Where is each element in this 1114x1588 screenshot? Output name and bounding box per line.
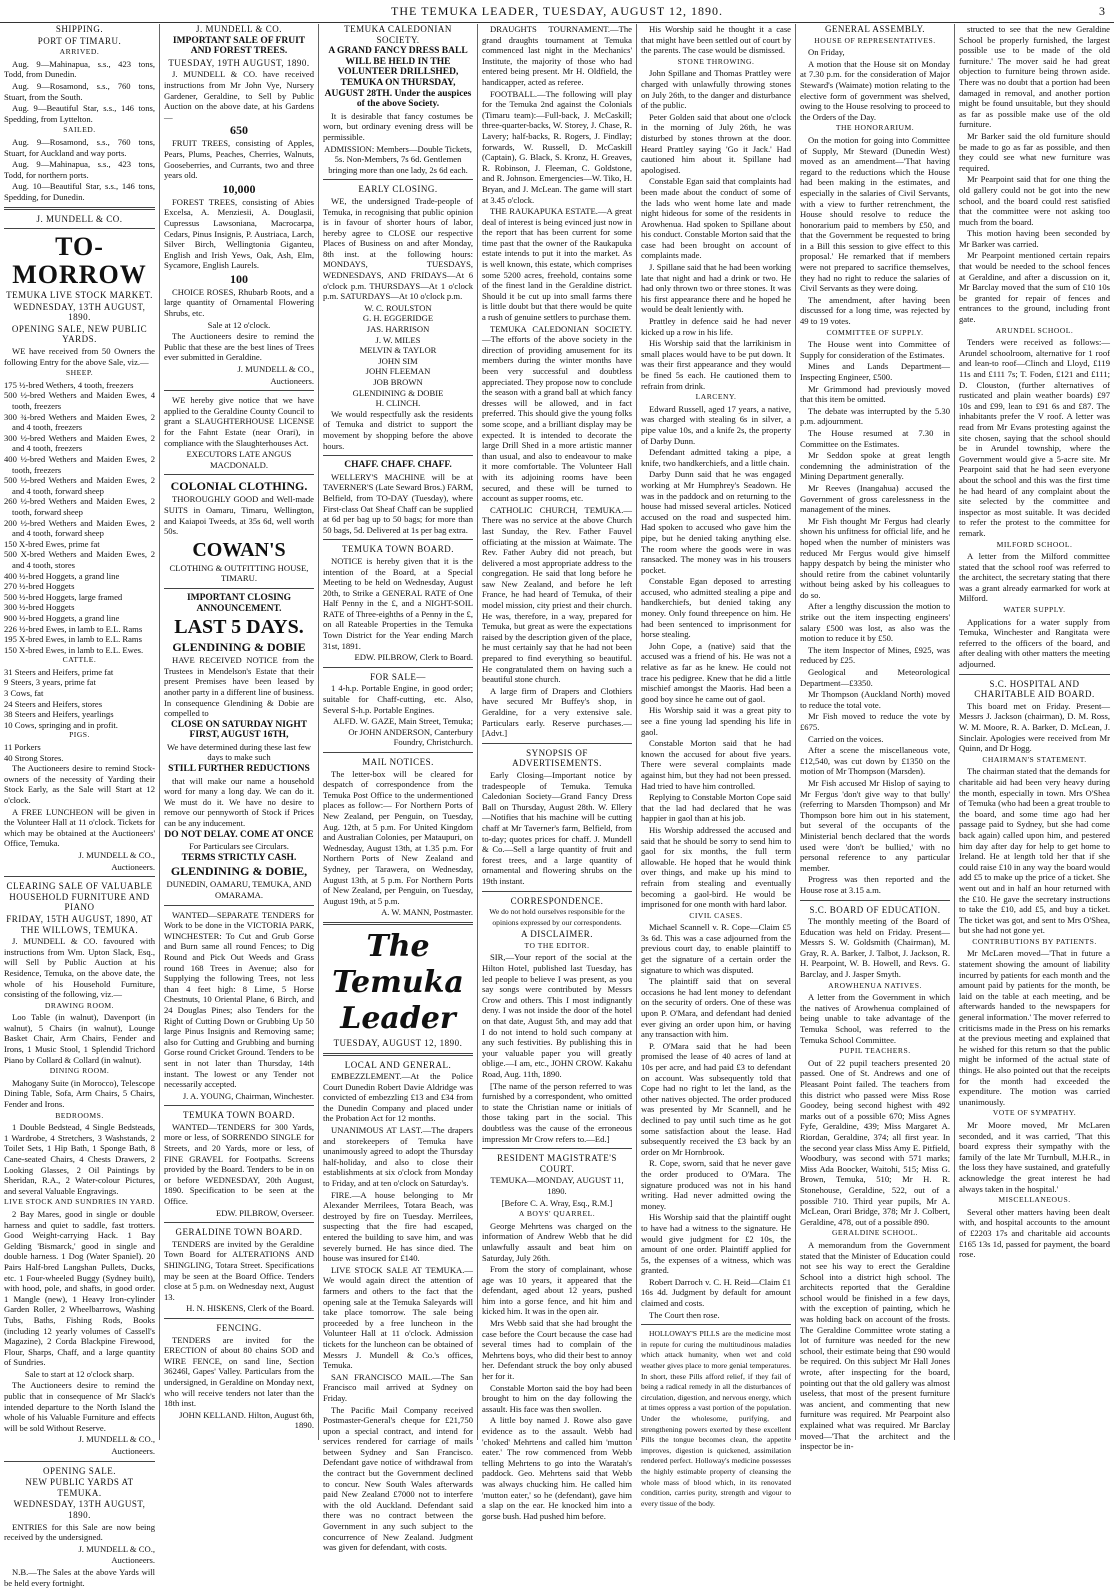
forest-tree-desc: FOREST TREES, consisting of Abies Excelsa, A. Menziesii, A. Douglasii, Cupressus Lawsoniana, Macrocarpa, Cedars, Pinus Insignis, P. Austriaca, Larch, Silver Birch, Wellingtonia Giganteu, English and Irish Yews, Oak, Ash, Elm, Sycamore, English Laurels. — [164, 196, 314, 271]
list-item: 500 ½-bred Wethers and Maiden Ewes, 2 and 4 tooth, forward sheep — [4, 475, 155, 496]
glendining-dobie-title: GLENDINING & DOBIE — [172, 640, 306, 655]
correspondence-disclaimer: We do not hold ourselves responsible for the opinions expressed by our correspondents. — [489, 907, 625, 927]
news-item: FIRE.—A house belonging to Mr Alexander Merrilees, Totara Beach, was destroyed by fire on Tuesday. Merrilees, suspecting that the fire had escaped, entered the building to save him, and was severely burned. He has since died. The house was insured for £140. — [323, 1189, 473, 1264]
sale-start: Sale to start at 12 o'clock sharp. — [24, 1368, 135, 1379]
list-item: 500 X-bred Wethers and Maiden Ewes, 2 and 4 tooth, stores — [4, 549, 155, 570]
bedrooms-heading: BEDROOMS. — [55, 1110, 104, 1120]
honorarium-heading: THE HONORARIUM. — [835, 123, 915, 133]
report-paragraph: This motion having been seconded by Mr Barker was carried. — [959, 228, 1110, 249]
list-item: 3 Cows, fat — [4, 688, 44, 699]
departure-notice: The Auctioneers desire to remind the public that in consequence of Mr Slack's intended departure to the North Island the whole of his Valuable Furniture and effects will be sold Without Reserve. — [4, 1380, 155, 1433]
court-paragraph: His Worship said he thought it a case that might have been settled out of court by the parents. The case would be dismissed. — [641, 24, 791, 56]
list-item: JOHN SIM — [378, 355, 418, 366]
list-item: 260 ½-bred Wethers and Maiden Ewes, 2 tooth, forward sheep — [4, 496, 155, 517]
trees-notice: The Auctioneers desire to remind the Public that these are the best lines of Trees ever submitted in Geraldine. — [164, 331, 314, 363]
list-item: 400 ½-bred Hoggets, a grand line — [4, 570, 120, 581]
shipping-heading: SHIPPING. — [55, 24, 104, 34]
list-item: 38 Steers and Heifers, yearlings — [4, 709, 114, 720]
report-paragraph: Carried on the voices. — [808, 733, 884, 744]
signature: ALFD. W. GAZE, Main Street, Temuka; Or JOHN ANDERSON, Canterbury Foundry, Christchurch. — [333, 716, 473, 748]
cowans-subtitle: CLOTHING & OUTFITTING HOUSE, TIMARU. — [169, 562, 309, 584]
list-item: JOB BROWN — [373, 377, 423, 387]
mail-notices-body: The letter-box will be cleared for despatch of correspondence from the Temuka Post Office to the undermentioned places as follow:— For Northern Ports of New Zealand, per Penguin, on Tuesday, Aug. 12th, at 5 p.m. For United Kingdom and Australian Colonies, per Mataupuri, on Wednesday, August 13th, at 1.35 p.m. For Northern Ports of New Zealand and Sydney, per Tarawera, on Wednesday, August 13th, at 5 p.m. For Northern Ports of New Zealand, per Penguin, on Tuesday, August 19th, at 5 p.m. — [323, 768, 473, 906]
report-paragraph: Mr Fish thought Mr Fergus had clearly shown his unfitness for official life, and he hoped when the number of ministers was reduced Mr Fergus would give himself happy despatch by being the minister who should retire from the cabinet voluntarily without being asked by his colleagues to do so. — [800, 515, 950, 600]
court-paragraph: John Spillane and Thomas Prattley were charged with unlawfully throwing stones on July 26th, to the danger and disturbance of the public. — [641, 68, 791, 111]
supply-heading: COMMITTEE OF SUPPLY. — [826, 327, 924, 337]
fruit-tree-desc: FRUIT TREES, consisting of Apples, Pears, Plums, Peaches, Cherries, Walnuts, Gooseberries, and Currants, two and three years old. — [164, 138, 314, 181]
list-item: 270 ½-bred Hoggets — [4, 581, 75, 592]
court-paragraph: A little boy named J. Rowe also gave evidence as to the assault. Webb had 'choked' Mehrtens and called him 'mutton eater.' The row commenced from Webb telling Mehrtens to go into the Waratah's paddock. Geo. Mehrtens said that Webb was always chucking him. He called him 'mutton eater,' so he (defendant), gave him a slap on the ear. He knocked him into a gorse bush. Had pushed him before. — [482, 1415, 632, 1521]
court-paragraph: The plaintiff said that on several occasions he had lent money to defendant on the security of orders. One of these was upon P. O'Mara, and defendant had denied ever giving an order upon him, or having any transaction with him. — [641, 976, 791, 1040]
list-item: 400 ½-bred Wethers and Maiden Ewes, 2 tooth, freezers — [4, 454, 155, 475]
signature: EDW. PILBROW, Clerk to Board. — [354, 652, 473, 663]
report-paragraph: A memorandum from the Government stated that the Minister of Education could not see his way to erect the Geraldine School into a district high school. The architects reported that the Geraldine school would be finished in a few days, with the exception of painting, which he was holding back on account of the frosts. The Geraldine Committee wrote stating a lot of furniture was needed for the new school, their estimate being that £90 would be required. On this subject Mr Hall Jones wrote, after inspecting for the board, pointing out that the old gallery was almost useless, that most of the present furniture was ancient, and commenting that new furniture was required. Mr Pearpoint also explained what was required. Mr Barclay moved—'That the architect and the inspector be in- — [800, 1239, 950, 1452]
arowhenua-heading: AROWHENUA NATIVES. — [828, 980, 922, 990]
rate-notice: NOTICE is hereby given that it is the intention of the Board, at a Special Meeting to be held on Wednesday, August 20th, to Strike a GENERAL RATE of One Half Penny in the £, and a NIGHT-SOIL RATE of Three-eighths of a Penny in the £, on all Rateable Properties in the Temuka Town District for the Year ending March 31st, 1891. — [323, 555, 473, 651]
arrived-heading: ARRIVED. — [59, 47, 100, 57]
report-paragraph: The debate was interrupted by the 5.30 p.m. adjournment. — [800, 405, 950, 427]
port-heading: PORT OF TIMARU. — [37, 35, 122, 46]
fruit-tree-count: 650 — [230, 123, 248, 138]
report-paragraph: After a lengthy discussion the motion to strike out the item inspecting engineers' salary £500 was lost, as also was the motion to reduce it by £50. — [800, 601, 950, 644]
opening-sale: OPENING SALE, NEW PUBLIC YARDS. — [11, 323, 148, 345]
fancy-dress-ball: A GRAND FANCY DRESS BALL WILL BE HELD IN THE VOLUNTEER DRILLSHED, TEMUKA ON THURSDAY, AUGUST 28TH. Under the auspices of the above Society. — [324, 46, 472, 110]
report-paragraph: Geological and Meteorological Department—£3350. — [800, 667, 950, 688]
water-supply-heading: WATER SUPPLY. — [1003, 605, 1066, 615]
editor-note: [The name of the person referred to was furnished by a correspondent, who omitted to state the Christian name or initials of those taking part in the social. This doubtless was the cause of the erroneous impression Mr Crow refers to.—Ed.] — [482, 1080, 632, 1144]
report-paragraph: Tenders were received as follows:—Arundel schoolroom, alternative for 1 roof and lean-to roof—Clinch and Lloyd, £119 11s and £111 7s; T. Foden, £121 and £111; D. Clouston, (further alternatives of rusticated and plain weather boards) £97 10s and £99, lean to £91 6s and £87. The inhabitants prefer the V roof. A letter was read from Mr Evans protesting against the site chosen, saying that the school should be in Arundel township, where the Government would give a 5-acre site. Mr Pearpoint said that he had seen everyone about the school and this was the first time he had heard of any complaint about the site selected by the committee and inspector as most suitable. It was decided to refer the protest to the committee for remark. — [959, 337, 1110, 538]
yarding-notice: The Auctioneers desire to remind Stock-owners of the necessity of Yarding their Stock Early, as the Sale will Start at 12 o'clock. — [4, 763, 155, 805]
masthead — [0, 0, 1114, 23]
cattle-list — [4, 667, 155, 731]
tomorrow-headline: TO-MORROW — [12, 232, 147, 290]
list-item: J. W. MILES — [375, 334, 421, 345]
synopsis-body: Early Closing—Important notice by tradespeople of Temuka. Temuka Caledonian Society—Grand Fancy Dress Ball on Thursday, August 28th. W. Ellery—Notifies that his machine will be cutting chaff at Mr Taverner's farm, Belfield, from to-day; quotes prices for chaff. J. Mundell & Co.—Sell a large quantity of fruit and forest trees, and a large quantity of ornamental and flowering shrubs on the 19th instant. — [482, 769, 632, 886]
geraldine-board-heading: GERALDINE TOWN BOARD. — [175, 1227, 303, 1238]
to-the-editor: TO THE EDITOR. — [524, 940, 590, 950]
opening-sale-entries: ENTRIES for this Sale are now being received by the undersigned. — [4, 1521, 155, 1543]
forest-tree-count: 10,000 — [222, 181, 256, 196]
arundel-heading: ARUNDEL SCHOOL. — [995, 325, 1074, 335]
report-paragraph: Mr Reeves (Inangahua) accused the Government of gross carelessness in the management of the mines. — [800, 482, 950, 515]
newspaper-nameplate: The Temuka Leader — [332, 928, 464, 1036]
pigs-list — [4, 742, 155, 763]
court-paragraph: Defendant admitted taking a pipe, a knife, two handkerchiefs, and a little chain. — [641, 447, 791, 468]
list-item: 300 ½-bred Hoggets — [4, 602, 75, 613]
local-general-heading: LOCAL AND GENERAL. — [344, 1059, 452, 1070]
report-paragraph: Mr Grimmond had previously moved that this item be omitted. — [800, 383, 950, 405]
stone-throwing-heading: STONE THROWING. — [677, 56, 755, 66]
court-paragraph: Robert Darroch v. C. H. Reid—Claim £1 16s 4d. Judgment by default for amount claimed and costs. — [641, 1276, 791, 1309]
miscellaneous-heading: MISCELLANEOUS. — [998, 1195, 1071, 1205]
list-item: 200 ½-bred Wethers and Maiden Ewes, 2 and 4 tooth, forward sheep — [4, 517, 155, 539]
clearing-sale-date: FRIDAY, 15TH AUGUST, 1890, AT THE WILLOWS, TEMUKA. — [6, 913, 153, 935]
news-item: CATHOLIC CHURCH, TEMUKA.—There was no service at the above Church last Sunday, the Rev. Father Fauvel officiating at the mission at Waimate. The Rev. Father Aubry did not preach, but delivered a most appropriate address to the congregation. He said that long before he saw New Zealand, and before he left France, he had heard of Temuka, of their model mission, city priest and their church. He was, therefore, in a way, prepared for Temuka, but great as were the expectations raised by the description given of the place, he must certainly say that he had not been prepared to find everything so beautiful. He congratulated them on having such a beautiful stone church. — [482, 504, 632, 685]
list-item: 40 Strong Stores. — [4, 752, 64, 763]
dining-room-items: Mahogany Suite (in Morocco), Telescope Dining Table, Sofa, Arm Chairs, 5 Chairs, Fender and Irons. — [4, 1077, 155, 1110]
report-paragraph: The chairman stated that the demands for charitable aid had been very heavy during the month, especially in town. Mrs O'Shea of Temuka (who had been a great trouble to the board, and some time ago had her passage paid to Sydney, but she had come back again) called upon him, and pestered him day after day for help to get home to Ireland. He at length told her that if she could raise £10 in any way the board would add £5 to make up the price of a ticket. She went out and in half an hour returned with the £10. He gave the secretary instructions to take the £10, add £5, and buy a ticket. The ticket was got, and sent to Mrs O'Shea, but she had not gone yet. — [959, 766, 1110, 936]
court-paragraph: Edward Russell, aged 17 years, a native, was charged with stealing 6s in silver, a pipe value 10s, and a knife 2s, the property of Darby Dunn. — [641, 403, 791, 446]
court-paragraph: Replying to Constable Morton Cope said that the lad had declared that he was happier in gaol than at his job. — [641, 792, 791, 824]
sailed-heading: SAILED. — [63, 125, 96, 135]
list-item: W. C. ROULSTON — [364, 302, 432, 313]
column-4 — [477, 24, 636, 1521]
court-paragraph: Constable Egan said that complaints had been made about the conduct of some of the lads who went home late and made night hideous for some of the residents in Arowhenua. Had spoken to Spillane about his conduct. Constable Morton said that the case had been brought on account of complaints made. — [641, 176, 791, 261]
tree-sale-heading: IMPORTANT SALE OF FRUIT AND FOREST TREES. — [172, 35, 306, 57]
town-board-heading: TEMUKA TOWN BOARD. — [183, 1110, 295, 1121]
list-item: 195 X-bred Ewes, in lamb to E.L. Rams — [4, 634, 142, 645]
milford-heading: MILFORD SCHOOL. — [996, 539, 1073, 549]
arrival-entry: Aug. 9—Rosamond, s.s., 760 tons, Stuart, from the South. — [4, 80, 155, 102]
education-board-heading: S.C. BOARD OF EDUCATION. — [809, 904, 941, 915]
list-item: G. H. EGGERIDGE — [362, 313, 434, 324]
early-closing-body: WE, the undersigned Trade-people of Temuka, in recognising that public opinion is in favour of shorter hours of labor, hereby agree to CLOSE our respective Places of Business on and after Monday, 8th inst. at the following hours: MONDAYS, TUESDAYS, WEDNESDAYS, AND FRIDAYS—At 6 o'clock p.m. THURSDAYS—At 1 o'clock p.m. SATURDAYS—At 10 o'clock p.m. — [323, 195, 473, 302]
firm-name: J. MUNDELL & CO. — [36, 213, 123, 224]
clearing-sale-body: J. MUNDELL & CO. favoured with instructions from Wm. Upton Slack, Esq., will Sell by Public Auction at his Residence, Temuka, on the above date, the whole of his Household Furniture, consisting of the following, viz.— — [4, 936, 155, 1000]
dining-room-heading: DINING ROOM. — [49, 1066, 110, 1076]
quarrel-heading: A BOYS' QUARREL. — [518, 1209, 596, 1219]
correspondence-heading: CORRESPONDENCE. — [510, 895, 604, 906]
column-7 — [954, 24, 1114, 1440]
early-closing-appeal: We would respectfully ask the residents of Temuka and district to support the movement by shopping before the above hours. — [323, 408, 473, 451]
report-paragraph: A letter from the Government in which the natives of Arowhenua complained of being unable to take advantage of the Temuka School, was referred to the Temuka School Committee. — [800, 992, 950, 1045]
live-stock-items: 2 Bay Mares, good in single or double harness and quiet to saddle, fast trotters. Good Weight-carrying Hack. 1 Bay Gelding 'Bismarck,' good in single and double harness. 1 Dog (Water Spaniel). 20 Pairs Half-bred Langshan Pullets, Ducks, etc. 1 Four-wheeled Buggy (Sydney built), with hood, pole, and shafts, in good order. 1 Mangle (new), 1 Heavy Iron-cylinder Garden Roller, 2 Wheelbarrows, Washing Tubs, Baths, Fishing Rods, Books (including 12 yearly volumes of Cassell's Magazine), 2 Corda Blackpine Firewood, Flour, Sharps, Chaff, and a large quantity of Sundries. — [4, 1208, 155, 1368]
contributions-heading: CONTRIBUTIONS BY PATIENTS. — [972, 936, 1097, 946]
geraldine-school-heading: GERALDINE SCHOOL. — [831, 1228, 919, 1238]
sheep-heading: SHEEP. — [65, 368, 94, 378]
opening-sale-date: WEDNESDAY, 13TH AUGUST, 1890. — [13, 1499, 146, 1520]
ball-costume-note: It is desirable that fancy costumes be worn, but ordinary evening dress will be permissible. — [323, 110, 473, 142]
chaff-body: WELLERY'S MACHINE will be at TAVERNER'S (Late Seward Bros.) FARM, Belfield, from TO-DAY (Tuesday), where First-class Oat Sheaf Chaff can be supplied at 6d per bag up to 50 bags; for more than 50 bags, 5d. Delivered at 1s per bag extra. — [323, 471, 473, 535]
come-at-once: DO NOT DELAY. COME AT ONCE — [164, 829, 314, 840]
signature: J. A. YOUNG, Chairman, Winchester. — [182, 1090, 314, 1101]
column-3 — [318, 24, 477, 1553]
court-paragraph: George Mehrtens was charged on the information of Andrew Webb that he did unlawfully assault and beat him on Saturday, July 26th. — [482, 1220, 632, 1263]
news-item: EMBEZZLEMENT.—At the Police Court Dunedin Robert Davie Aldridge was convicted of embezzling £13 and £34 from the Dunedin Company and placed under the Probation Act for 12 months. — [323, 1071, 473, 1124]
list-item: 226 ½-bred Ewes, in lamb to E.L. Rams — [4, 623, 143, 634]
news-item: DRAUGHTS TOURNAMENT.—The grand draughts tournament at Temuka commenced last night in the Mechanics' Institute, the majority of those who had entered being present. Mr H. Oldfield, the handicapper, acted as referee. — [482, 24, 632, 87]
firm-name: J. MUNDELL & CO. — [196, 24, 282, 34]
signature: J. MUNDELL & CO., — [78, 849, 155, 860]
clearing-sale-heading: CLEARING SALE OF VALUABLE HOUSEHOLD FURNITURE AND PIANO — [6, 881, 153, 913]
assembly-heading: GENERAL ASSEMBLY. — [824, 24, 926, 34]
list-item: 150 X-bred Ewes, prime fat — [4, 538, 100, 549]
court-paragraph: John Cope, a (native) said that the accused was a friend of his. He was not a relative as far as he knew. He could not trace his pedigree. Knew that he did a little mischief amongst the Maoris. Had been a good boy since he came out of gaol. — [641, 640, 791, 704]
signature: JOHN KELLAND. Hilton, August 6th, 1890. — [179, 1409, 314, 1431]
bedrooms-items: 1 Double Bedstead, 4 Single Bedsteads, 1 Wardrobe, 4 Stretchers, 3 Washstands, 2 Toilet Sets, 1 Hip Bath, 1 Sponge Bath, 8 Cane-seated Chairs, 4 Chests Drawers, 2 Looking Glasses, 2 Oil Paintings by Sheridan, R.A., 2 Water-colour Pictures, and several Valuable Engravings. — [4, 1122, 155, 1196]
report-paragraph: Mr Thompson (Auckland North) moved to reduce the total vote. — [800, 689, 950, 710]
column-6 — [795, 24, 954, 1452]
list-item: 500 ½-bred Wethers and Maiden Ewes, 4 tooth, freezers — [4, 390, 155, 412]
list-item: MELVIN & TAYLOR — [359, 345, 437, 356]
hospital-board-heading: S.C. HOSPITAL AND CHARITABLE AID BOARD. — [974, 678, 1095, 700]
report-paragraph: Mr Fish accused Mr Hislop of saying to Mr Fergus 'don't give way to that bully' (referring to Marsden Thompson) and Mr Thompson bore him out in his statement, but several of the occupants of the Ministerial bench declared that the words used were 'don't be bullied,' with no personal reference to any particular member. — [800, 777, 950, 873]
sympathy-heading: VOTE OF SYMPATHY. — [992, 1108, 1077, 1118]
court-paragraph: His Worship said that the larrikinism in small places would have to be put down. It was their first appearance and they would be fined 5s each. He cautioned them to refrain from drink. — [641, 338, 791, 391]
roses-desc: CHOICE ROSES, Rhubarb Roots, and a large quantity of Ornamental Flowering Shrubs, etc. — [164, 286, 314, 319]
court-heading: RESIDENT MAGISTRATE'S COURT. — [497, 1153, 617, 1174]
chaff-heading: CHAFF. CHAFF. CHAFF. — [344, 460, 452, 471]
court-paragraph: Mrs Webb said that she had brought the case before the Court because the case had several times had to complain of the Mehrtens boys, who did their best to annoy her. Defendant struck the boy only abused her for it. — [482, 1318, 632, 1382]
list-item: 900 ½-bred Hoggets, a grand line — [4, 612, 120, 623]
colonial-clothing-heading: COLONIAL CLOTHING. — [170, 479, 308, 494]
report-paragraph: A letter from the Milford committee stated that the school roof was referred to the architect, the secretary stating that there was a grant already earmarked for work at Milford. — [959, 551, 1110, 604]
signature-role: Auctioneers. — [111, 1555, 155, 1566]
cattle-heading: CATTLE. — [62, 655, 97, 665]
signature: EDW. PILBROW, Overseer. — [216, 1207, 314, 1218]
court-paragraph: Peter Golden said that about one o'clock in the morning of July 26th, he was disturbed by stones thrown at the door. Heard Prattley saying 'Go it Jack.' Had cautioned him about it. Spillane had apologised. — [641, 111, 791, 175]
news-item: A large firm of Drapers and Clothiers have secured Mr Buffey's shop, in Geraldine, for a very extensive sale. Particulars early. Reserve purchases.—[Advt.] — [482, 685, 632, 739]
report-paragraph: On Friday, — [808, 47, 845, 58]
for-sale-body: 1 4-h.p. Portable Engine, in good order; suitable for Chaff-cutting, etc. Also, Several S-h.p. Portable Engines. — [323, 683, 473, 715]
signature: J. MUNDELL & CO., — [78, 1434, 155, 1445]
court-paragraph: R. Cope, sworn, said that he never gave the order produced to O'Mara. The signature produced was not in his hand writing. Had never admitted owing the money. — [641, 1158, 791, 1211]
tree-sale-date: TUESDAY, 19TH AUGUST, 1890. — [168, 57, 310, 68]
slaughterhouse-notice: WE hereby give notice that we have applied to the Geraldine County Council to grant a SLAUGHTERHOUSE LICENSE for the Fahnt Estate (near Orari), in compliance with the Slaughterhouses Act. — [164, 395, 314, 448]
list-item: 31 Steers and Heifers, prime fat — [4, 666, 114, 677]
column-2 — [159, 24, 318, 1440]
sale-start: Sale at 12 o'clock. — [207, 319, 271, 330]
report-paragraph: Mr Pearpoint said that for one thing the old gallery could not be got into the new school, and the board could rest satisfied that the committee were not asking too much from the board. — [959, 174, 1110, 227]
town-board-heading: TEMUKA TOWN BOARD. — [342, 544, 454, 555]
signature-role: Auctioneers. — [270, 375, 314, 386]
report-paragraph: Applications for a water supply from Temuka, Winchester and Rangitata were referred to the officers of the board, and after dealing with other matters the meeting adjourned. — [959, 616, 1110, 670]
court-paragraph: His Worship addressed the accused and said that he should be sorry to send him to gaol for six months, the full term allowable. He hoped that he would think over things, and make up his mind to refrain from stealing and eventually becoming a gaol-bird. He would be imprisoned for one month with hard labor. — [641, 824, 791, 910]
signature: J. MUNDELL & CO., — [78, 1543, 155, 1554]
court-paragraph: The Court then rose. — [649, 1309, 720, 1320]
report-paragraph: Mines and Lands Department—Inspecting Engineer, £500. — [800, 361, 950, 382]
court-paragraph: Constable Egan deposed to arresting accused, who admitted stealing a pipe and handkerchiefs, but denied taking any money. Only found threepence on him. He had been sentenced to imprisonment for horse stealing. — [641, 576, 791, 640]
market-date: WEDNESDAY, 13TH AUGUST, 1890. — [13, 301, 146, 323]
fencing-tenders: TENDERS are invited for the ERECTION of about 80 chains SOD and WIRE FENCE, on sand line, Section 36246l, Gapes' Valley. Particulars from the undersigned, in Geraldine on Monday next, who will receive tenders not later than the 18th inst. — [164, 1334, 314, 1409]
opening-sale-yards: NEW PUBLIC YARDS AT TEMUKA. — [25, 1477, 134, 1498]
sheep-list — [4, 380, 155, 655]
court-magistrate: [Before C. A. Wray, Esq., R.M.] — [501, 1197, 613, 1208]
masthead-title: THE TEMUKA LEADER, TUESDAY, AUGUST 12, 1890. — [390, 4, 724, 18]
roses-count: 100 — [230, 271, 248, 286]
court-paragraph: His Worship said it was a great pity to see a fine young lad spending his life in gaol. — [641, 705, 791, 737]
disclaimer-heading: A DISCLAIMER. — [520, 929, 593, 940]
court-paragraph: Prattley in defence said he had never kicked up a row in his life. — [641, 316, 791, 337]
court-paragraph: J. Spillane said that he had been working late that night and had a drink or two. He had only thrown two or three stones. It was his first appearance there and he hoped he would be dealt leniently with. — [641, 262, 791, 315]
report-paragraph: Mr Moore moved, Mr McLaren seconded, and it was carried, 'That this board express their sympathy with the family of the late Mr Turnbull, M.H.R., in the loss they have sustained, and gratefully acknowledge the great interest he had always taken in the hospital.' — [959, 1119, 1110, 1194]
list-item: 24 Steers and Heifers, stores — [4, 698, 103, 709]
list-item: JAS. HARRISON — [366, 324, 430, 335]
drawing-room-heading: DRAWING ROOM. — [44, 1000, 115, 1010]
news-item: UNANIMOUS AT LAST.—The drapers and storekeepers of Temuka have unanimously agreed to adopt the Thursday half-holiday, and also to close their establishments at six o'clock from Monday to Friday, and at ten o'clock on Saturday's. — [323, 1125, 473, 1189]
list-item: H. CLINCH. — [375, 398, 421, 409]
news-item: FOOTBALL.—The following will play for the Temuka 2nd against the Colonials (Timaru team):—Full-back, J. McCaskill; three-quarter-backs, W. Storey, J. Chase, R. Lavery; half-backs, R. Rogers, J. Findlay; forwards, W. Russell, D. McCaskill (Captain), G. Black, S. Kronz, H. Greaves, R. Robinson, J. Fleeman, C. Goldstone, and R. Johnson. Emergencies—W. Tiko, H. Bryan, and J. McLean. The game will start at 3.45 o'clock. — [482, 88, 632, 205]
for-sale-heading: FOR SALE— — [370, 671, 426, 682]
civil-cases-heading: CIVIL CASES. — [689, 910, 743, 920]
court-paragraph: From the story of complainant, whose age was 10 years, it appeared that the defendant, aged about 12 years, pushed him into a gorse fence, and hit him and kicked him. It was in the open air. — [482, 1264, 632, 1317]
court-paragraph: Darby Dunn said that he was engaged working at Mr Humphrey's Seadown. He was in the paddock and on returning to the house had missed several articles. Noticed accused on the road and suspected him. Had spoken to accused who gave him the pipe, but he denied taking anything else. The room where the goods were in was ransacked. The money was in his trousers pocket. — [641, 469, 791, 575]
report-paragraph: This board met on Friday. Present—Messrs J. Jackson (chairman), D. M. Ross, W. M. Moore, R. A. Barker, D. McLean, J. Sinclair. Apologies were received from Mr Quinn, and Dr Hogg. — [959, 700, 1110, 754]
report-paragraph: Mr Pearpoint mentioned certain repairs that would be needed to the school fences at Geraldine, and after a discussion on it, Mr Barclay moved that the sum of £10 10s be granted for repair of fences and entrances to the ground, including front gate. — [959, 250, 1110, 325]
news-item: SAN FRANCISCO MAIL.—The San Francisco mail arrived at Sydney on Friday. — [323, 1371, 473, 1403]
sailing-entry: Aug. 10—Beautiful Star, s.s., 146 tons, Spedding, for Dunedin. — [4, 181, 155, 202]
pigs-heading: PIGS. — [69, 730, 90, 740]
signatory-list — [323, 303, 473, 409]
report-paragraph: A motion that the House sit on Monday at 7.30 p.m. for the consideration of Major Steward's (Waimate) motion relating to the elective form of government was shelved, owing to the House resolving to proceed to the Orders of the Day. — [800, 58, 950, 122]
report-paragraph: Out of 22 pupil teachers presented 20 passed. One of St. Andrews and one of Pleasant Point failed. The teachers from this district who passed were Miss Rose Goodey, being second highest with 492 marks out of a possible 670; Miss Agnes Fyfe, Geraldine, 439; Miss Margaret A. Riordan, Geraldine, 374; all first year. In the second year class Miss Amy E. Pitfield, Woodbury, was second with 571 marks; Miss Ada Boocker, Waitohi, 515; Miss G. Brown, Temuka, 510; Mr H. R. Stonehouse, Geraldine, 522, out of a possible 710. Third year pupils, Mr A. McLean, Orari Bridge, 378; Mr J. Colbert, Geraldine, 478, out of a possible 890. — [800, 1057, 950, 1227]
executors-signature: EXECUTORS LATE ANGUS MACDONALD. — [186, 449, 292, 470]
signature-role: Auctioneers. — [111, 861, 155, 872]
branch-list: DUNEDIN, OAMARU, TEMUKA, AND OMARAMA. — [166, 879, 312, 900]
luncheon-notice: A FREE LUNCHEON will be given in the Volunteer Hall at 11 o'clock. Tickets for which may be obtained at the Auctioneers' Office, Temuka. — [4, 806, 155, 849]
cash-terms: TERMS STRICTLY CASH. — [181, 852, 297, 863]
live-stock-heading: LIVE STOCK AND SUNDRIES IN YARD. — [4, 1197, 156, 1207]
news-item: THE RAUKAPUKA ESTATE.—A great deal of interest is being evinced just now in the report that has been current for some time past that the owner of the Raukapuka estate intends to put it into the market. As is well known, this estate, which comprises some 5200 acres, freehold, contains some of the finest land in the Geraldine district. Should it be cut up into small farms there is little doubt but that there would be quite a rush of genuine settlers to purchase them. — [482, 206, 632, 323]
list-item: 9 Steers, 3 years, prime fat — [4, 677, 96, 688]
column-1 — [0, 24, 159, 1588]
close-date: CLOSE ON SATURDAY NIGHT FIRST, AUGUST 16TH, — [170, 719, 308, 741]
list-item: 300 ½-bred Wethers and Maiden Ewes, 2 and 4 tooth, freezers — [4, 432, 155, 454]
report-paragraph: The monthly meeting of the Board of Education was held on Friday. Present—Messrs S. W. Goldsmith (Chairman), M. Gray, R. A. Barker, J. Talbot, J. Jackson, R. H. Pearpoint, W. B. Howell, and Revs. G. Barclay, and J. Jasper Smyth. — [800, 916, 950, 980]
report-paragraph: The House resumed at 7.30 in Committee on the Estimates. — [800, 427, 950, 449]
page-number: 3 — [1099, 4, 1106, 18]
glendining-dobie-body: HAVE RECEIVED NOTICE from the Trustees in Mendelson's Estate that their present Premises have been leased by another party in a different line of business. In consequence Glendining & Dobie are compelled to — [164, 655, 314, 719]
list-item: GLENDINING & DOBIE — [352, 387, 444, 398]
cowans-logo: COWAN'S — [192, 538, 286, 561]
report-paragraph: The amendment, after having been discussed for a long time, was rejected by 49 to 19 votes. — [800, 294, 950, 327]
last-five-days: LAST 5 DAYS. — [174, 616, 304, 639]
list-item: 10 Cows, springing and in profit. — [4, 719, 118, 730]
list-item: 150 X-bred Ewes, in lamb to E.L. Ewes. — [4, 644, 144, 655]
holloway-advert: HOLLOWAY'S PILLS are the medicine most in repute for curing the multitudinous maladies which attack humanity, when wet and cold weather gives place to more genial temperatures. In short, these Pills afford relief, if they fail of being a radical remedy in all the disturbances of circulation, digestion, and nervous energy, which at times oppress a vast portion of the population. Under the wholesome, purifying, and strengthening powers exerted by these excellent Pills the tongue becomes clean, the appetite improves, digestion is quickened, assimilation rendered perfect. Holloway's medicine possesses the highly estimable property of cleansing the whole mass of blood which, in its renovated condition, carries purity, strength and vigour to every tissue of the body. — [641, 1329, 791, 1508]
arrival-entry: Aug. 9—Mahinapua, s.s., 423 tons, Todd, from Dunedin. — [4, 58, 155, 80]
list-item: 175 ½-bred Wethers, 4 tooth, freezers — [4, 379, 134, 390]
fencing-heading: FENCING. — [216, 1322, 262, 1333]
colonial-clothing-body: THOROUGHLY GOOD and Well-made SUITS in Oamaru, Timaru, Wellington, and Kaiapoi Tweeds, at 35s 6d, well worth 50s. — [164, 494, 314, 537]
court-paragraph: Constable Morton said the boy had been brought to him on the day following the assault. His face was then swollen. — [482, 1382, 632, 1414]
tree-sale-body: J. MUNDELL & CO. have received instructions from Mr John Vye, Nursery Gardener, Geraldine, to Sell by Public Auction on the above date, at his Gardens— — [164, 69, 314, 122]
determined-text: We have determined during these last few days to make such — [167, 741, 311, 763]
disclaimer-letter: SIR,—Your report of the social at the Hilton Hotel, published last Tuesday, has led people to believe I was present, as you say songs were contributed by Messrs Crow and others. This I most indignantly deny. I was not inside the door of the hotel on that date, August 5th, and may add that I do not intend to hold such company at any such festivities. By publishing this in your valuable paper you will greatly oblige.—I am, etc., JOHN CROW. Kakahu Road, Aug. 11th, 1890. — [482, 952, 632, 1079]
news-item: LIVE STOCK SALE AT TEMUKA.—We would again direct the attention of farmers and others to the fact that the opening sale at the Temuka Saleyards will take place tomorrow. The sale being proceeded by a free luncheon in the Volunteer Hall at 11 o'clock. Admission tickets for the luncheon can be obtained of Messrs J. Mundell & Co.'s offices, Temuka. — [323, 1264, 473, 1371]
reductions-body: that will make our name a household word for many a long day. We can do it. We must do it. We have no desire to remove our pennyworth of Stock if Prices can be any inducement. — [164, 775, 314, 829]
arrival-entry: Aug. 9—Beautiful Star, s.s., 146 tons, Spedding, from Lyttelton. — [4, 103, 155, 124]
sailing-entry: Aug. 9—Mahinapua, s.s., 423 tons, Todd, for northern ports. — [4, 159, 155, 180]
closing-heading: IMPORTANT CLOSING ANNOUNCEMENT. — [186, 592, 292, 614]
list-item: 300 ¾-bred Wethers and Maiden Ewes, 2 and 4 tooth, freezers — [4, 411, 155, 433]
issue-date: TUESDAY, AUGUST 12, 1890. — [333, 1037, 463, 1048]
circulars-note: For Particulars see Circulars. — [189, 841, 289, 852]
signature: J. MUNDELL & CO., — [237, 364, 314, 375]
victoria-park-tenders: WANTED—SEPARATE TENDERS for Work to be done in the VICTORIA PARK, WINCHESTER: To Cut and Grub Gorse and Burn same all round Fences; to Dig Round and Pick Out Weeds and Grass round 168 Trees in Avenue; also for Supplying the following Trees, not less than 4 feet high: 8 Lime, 5 Horse Chestnuts, 10 Oriental Plane, 6 Birch, and 24 Douglas Pines; also Tenders for the Right of Cutting Down or Grubbing Up 50 large Pinus Insignis and Removing same; also for Cutting and Grubbing and burning Gorse round Cricket Ground. Tenders to be sent in not later than Thursday, 14th instant. The lowest or any Tender not necessarily accepted. — [164, 909, 314, 1090]
early-closing-heading: EARLY CLOSING. — [358, 184, 438, 195]
report-paragraph: After a scene the miscellaneous vote, £12,540, was cut down by £1350 on the motion of Mr Thompson (Marsden). — [800, 745, 950, 777]
court-paragraph: Constable Morton said that he had known the accused for about five years. There were several complaints made against him, but they had not been pressed. Had tried to have him controlled. — [641, 738, 791, 791]
caledonian-heading: TEMUKA CALEDONIAN SOCIETY. — [344, 24, 452, 45]
list-item: JOHN FLEEMAN — [365, 366, 431, 377]
opening-sale-heading: OPENING SALE. — [43, 1465, 116, 1476]
column-5 — [636, 24, 795, 1508]
mail-notices-heading: MAIL NOTICES. — [362, 757, 434, 767]
signature-role: Auctioneers. — [111, 1446, 155, 1457]
list-item: 11 Porkers — [4, 742, 41, 753]
news-item: The Pacific Mail Company received Postmaster-General's cheque for £21,750 upon a special contract, and intend for services rendered for carriage of mails between Sydney and San Francisco. Defendant gave notice of withdrawal from the contract but the Government declined to concur. New South Wales afterwards paid New Zealand £7000 not to interfere with the old Auckland. Defendant said there was no contract between the Government in any such subject to the concurrence of New Zealand. Judgment was given for defendant, with costs. — [323, 1404, 473, 1553]
news-item: TEMUKA CALEDONIAN SOCIETY.—The efforts of the above society in the direction of providing amusement for its members during the winter months have been very successful and doubtless appreciated. They propose now to conclude the season with a grand ball at which fancy dresses will be allowed, and in fact preferred. This should give the young folks some scope, and a brilliant display may be expected. It is intended to decorate the large Drill Shed in a more artistic manner than usual, and also to endeavour to make it more comfortable. The Volunteer Hall with its adjoining rooms have been secured, and these will be turned to account as supper rooms, etc. — [482, 323, 632, 504]
list-item: 500 ½-bred Hoggets, large framed — [4, 591, 123, 602]
court-paragraph: Michael Scannell v. R. Cope—Claim £5 3s 6d. This was a case adjourned from the previous court day, to enable plaintiff to get the signature of a certain order the signature to which was disputed. — [641, 922, 791, 975]
sailing-entry: Aug. 9—Rosamond, s.s., 760 tons, Stuart, for Auckland and way ports. — [4, 136, 155, 158]
report-paragraph: structed to see that the new Geraldine School be properly furnished, the largest possible use to be made of the old furniture.' The mover said he had great objection to furniture being thrown aside. There was no doubt that a portion had been damaged in removal, and another portion might be found unsuitable, but they should as far as possible make use of the old furniture. — [959, 24, 1110, 130]
fortnightly-note: N.B.—The Sales at the above Yards will be held every fortnight. — [4, 1566, 155, 1588]
court-date: TEMUKA—MONDAY, AUGUST 11, 1890. — [490, 1175, 624, 1196]
chairman-statement-heading: CHAIRMAN'S STATEMENT. — [982, 754, 1087, 764]
market-heading: TEMUKA LIVE STOCK MARKET. — [6, 290, 153, 301]
drawing-room-items: Loo Table (in walnut), Davenport (in walnut), 5 Chairs (in walnut), Lounge Basket Chair, Arm Chairs, Fender and Irons, 1 Music Stool, 1 Splendid Trichord Piano by Collard & Collard (in walnut). — [4, 1012, 155, 1065]
synopsis-heading: SYNOPSIS OF ADVERTISEMENTS. — [512, 747, 602, 769]
report-paragraph: Mr Barker said the old furniture should be made to go as far as possible, and then they could see what new furniture was required. — [959, 130, 1110, 173]
reductions-heading: STILL FURTHER REDUCTIONS — [168, 764, 310, 775]
report-paragraph: The item Inspector of Mines, £925, was reduced by £25. — [800, 644, 950, 666]
court-paragraph: P. O'Mara said that he had been promised the lease of 40 acres of land at 10s per acre, and had paid £3 to defendant on account. Was subsequently told that Cope had no right to let the land, as the other natives objected. The order produced was presented by Mr Scannell, and he declined to pay until such time as he got some satisfaction about the lease. Had subsequently received the £3 back by an order on Mr Hornbrook. — [641, 1040, 791, 1157]
report-paragraph: Several other matters having been dealt with, and hospital accounts to the amount of £2203 17s and charitable aid accounts £165 13s 1d, passed for payment, the board rose. — [959, 1206, 1110, 1260]
larceny-heading: LARCENY. — [695, 392, 737, 402]
report-paragraph: On the motion for going into Committee of Supply, Mr Steward (Dunedin West) moved as an amendment—'That having regard to the reductions which the House had been making in the estimates, and especially in the salaries of Civil Servants, with a view to further retrenchment, the House should resolve to reduce the honorarium paid to members by £50, and that the Government be requested to bring in a Bill this session to give effect to this proposal.' He remarked that if members were not prepared to sacrifice themselves, they had no right to reduce the salaries of Civil Servants as they were doing. — [800, 134, 950, 294]
court-paragraph: His Worship said that the plaintiff ought to have had a witness to the signature. He would give judgment for £2 10s, the amount of one order. Plaintiff applied for 5s, the expenses of a witness, which was granted. — [641, 1212, 791, 1276]
signature: A. W. MANN, Postmaster. — [381, 907, 473, 918]
entry-intro: WE have received from 50 Owners the following Entry for the above Sale, viz.— — [4, 346, 155, 367]
pupil-teachers-heading: PUPIL TEACHERS. — [839, 1046, 911, 1056]
glendining-dobie-footer: GLENDINING & DOBIE, — [170, 864, 308, 879]
newspaper-columns — [0, 24, 1114, 1588]
report-paragraph: Mr Seddon spoke at great length condemning the administration of the Mining Department generally. — [800, 450, 950, 482]
geraldine-board-tenders: TENDERS are invited by the Geraldine Town Board for ALTERATIONS AND SHINGLING, Totara Street. Specifications may be seen at the Board Office. Tenders close at 5 p.m. on Wednesday next, August 13. — [164, 1238, 314, 1302]
signature: H. N. HISKENS, Clerk of the Board. — [186, 1303, 314, 1314]
report-paragraph: Mr Fish moved to reduce the vote by £675. — [800, 711, 950, 732]
ball-admission: ADMISSION: Members—Double Tickets, 5s. Non-Members, 7s 6d. Gentlemen bringing more than one lady, 2s 6d each. — [324, 143, 472, 175]
report-paragraph: Mr McLaren moved—'That in future a statement showing the amount of liability incurred by patients for each month and the amount paid by patients for the month, be laid on the table at each meeting, and be afterwards handed to the newspapers for general information.' The mover referred to criticisms made in the Press on his remarks at the previous meeting and explained that he wished for this return so that the public might be informed of the actual state of things. He also pointed out that the receipts for the month had exceeded the expenditure. The motion was carried unanimously. — [959, 948, 1110, 1107]
report-paragraph: The House went into Committee of Supply for consideration of the Estimates. — [800, 339, 950, 360]
town-board-tenders: WANTED—TENDERS for 300 Yards, more or less, of SORRENDO SINGLE for Streets, and 20 Yards, more or less, of FINE GRAVEL for Footpaths. Screens provided by the Board. Tenders to be in on or before WEDNESDAY, 20th August, 1890. Specification to be seen at the Office. — [164, 1121, 314, 1207]
report-paragraph: Progress was then reported and the House rose at 3.15 a.m. — [800, 874, 950, 895]
house-heading: HOUSE OF REPRESENTATIVES. — [814, 35, 936, 45]
